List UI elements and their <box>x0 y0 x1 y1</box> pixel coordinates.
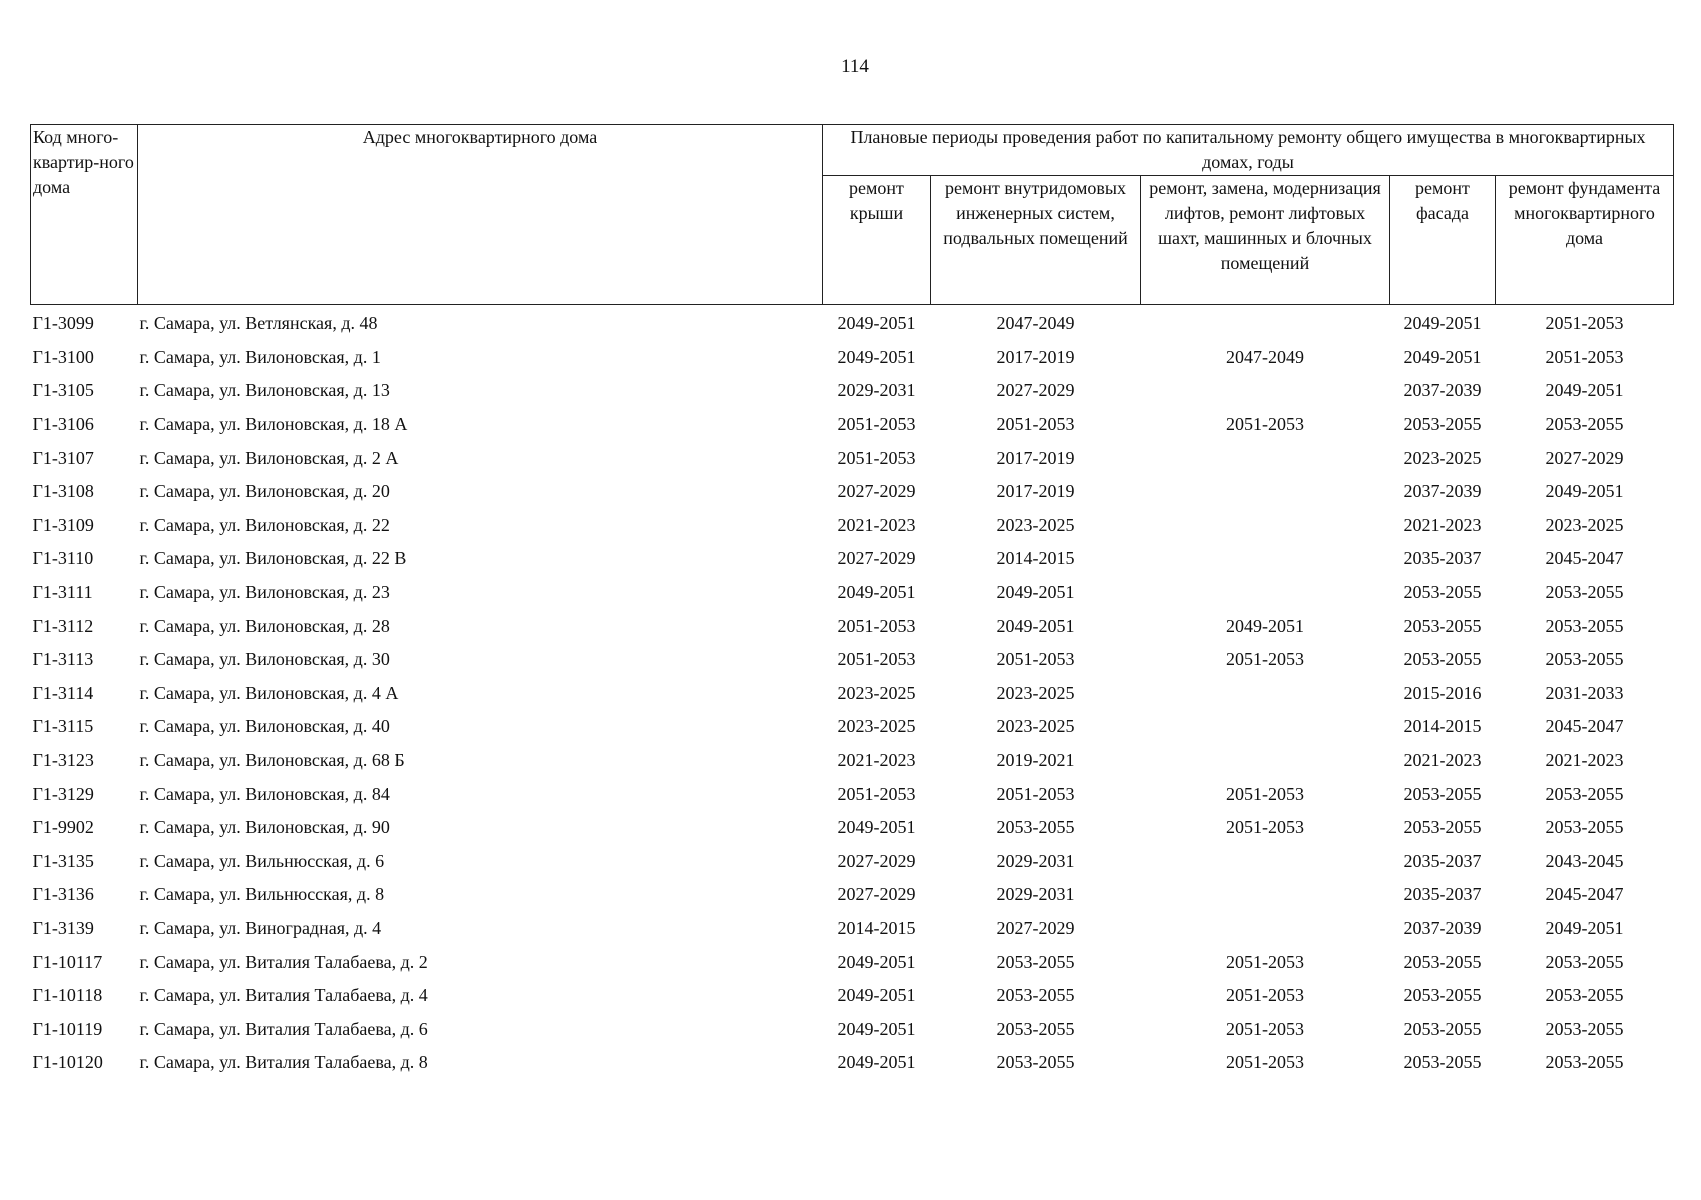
house-code: Г1-3113 <box>32 649 94 670</box>
roof-repair-period: 2049-2051 <box>837 346 916 367</box>
facade-repair-period: 2053-2055 <box>1403 615 1482 636</box>
facade-repair-period: 2053-2055 <box>1403 1018 1482 1039</box>
header-address: Адрес многоквартирного дома <box>138 125 823 305</box>
facade-repair-period: 2035-2037 <box>1403 884 1482 905</box>
engineering-repair-period: 2053-2055 <box>996 817 1075 838</box>
house-address: г. Самара, ул. Виноградная, д. 4 <box>139 917 382 938</box>
engineering-repair-period: 2049-2051 <box>996 582 1075 603</box>
roof-repair-period: 2049-2051 <box>837 985 916 1006</box>
house-address: г. Самара, ул. Вилоновская, д. 68 Б <box>139 750 405 771</box>
house-address: г. Самара, ул. Вильнюсская, д. 8 <box>139 884 385 905</box>
engineering-repair-period: 2053-2055 <box>996 1018 1075 1039</box>
foundation-repair-period: 2051-2053 <box>1545 313 1624 334</box>
table-row <box>31 576 1674 610</box>
engineering-repair-period: 2049-2051 <box>996 615 1075 636</box>
facade-repair-period: 2037-2039 <box>1403 380 1482 401</box>
roof-repair-period: 2021-2023 <box>837 750 916 771</box>
header-roof: ремонт крыши <box>823 176 931 305</box>
house-code: Г1-3099 <box>32 313 94 334</box>
engineering-repair-period: 2047-2049 <box>996 313 1075 334</box>
table-row <box>31 305 1674 341</box>
header-engineering: ремонт внутридомовых инженерных систем, подвальных помещений <box>931 176 1141 305</box>
lift-repair-period <box>1141 845 1390 879</box>
lift-repair-period <box>1141 576 1390 610</box>
table-row <box>31 1012 1674 1046</box>
roof-repair-period: 2021-2023 <box>837 514 916 535</box>
facade-repair-period: 2035-2037 <box>1403 548 1482 569</box>
lift-repair-period <box>1141 475 1390 509</box>
house-code: Г1-3111 <box>32 582 93 603</box>
roof-repair-period: 2023-2025 <box>837 716 916 737</box>
house-address: г. Самара, ул. Вилоновская, д. 40 <box>139 716 390 737</box>
table-row <box>31 441 1674 475</box>
foundation-repair-period: 2023-2025 <box>1545 514 1624 535</box>
lift-repair-period <box>1141 542 1390 576</box>
roof-repair-period: 2027-2029 <box>837 884 916 905</box>
lift-repair-period <box>1141 441 1390 475</box>
foundation-repair-period: 2053-2055 <box>1545 985 1624 1006</box>
facade-repair-period: 2053-2055 <box>1403 414 1482 435</box>
house-code: Г1-10118 <box>32 985 103 1006</box>
foundation-repair-period: 2053-2055 <box>1545 615 1624 636</box>
roof-repair-period: 2027-2029 <box>837 481 916 502</box>
roof-repair-period: 2027-2029 <box>837 850 916 871</box>
table-row <box>31 509 1674 543</box>
roof-repair-period: 2051-2053 <box>837 649 916 670</box>
foundation-repair-period: 2049-2051 <box>1545 380 1624 401</box>
roof-repair-period: 2027-2029 <box>837 548 916 569</box>
house-address: г. Самара, ул. Вилоновская, д. 90 <box>139 817 390 838</box>
foundation-repair-period: 2053-2055 <box>1545 414 1624 435</box>
house-address: г. Самара, ул. Вилоновская, д. 22 В <box>139 548 407 569</box>
house-code: Г1-3110 <box>32 548 94 569</box>
foundation-repair-period: 2053-2055 <box>1545 582 1624 603</box>
lift-repair-period: 2051-2053 <box>1226 414 1304 435</box>
house-code: Г1-3108 <box>32 481 94 502</box>
facade-repair-period: 2053-2055 <box>1403 783 1482 804</box>
lift-repair-period: 2051-2053 <box>1226 951 1304 972</box>
lift-repair-period: 2047-2049 <box>1226 346 1304 367</box>
house-address: г. Самара, ул. Вилоновская, д. 28 <box>139 615 390 636</box>
facade-repair-period: 2049-2051 <box>1403 346 1482 367</box>
foundation-repair-period: 2045-2047 <box>1545 716 1624 737</box>
house-code: Г1-3105 <box>32 380 94 401</box>
house-address: г. Самара, ул. Вилоновская, д. 22 <box>139 514 390 535</box>
facade-repair-period: 2053-2055 <box>1403 951 1482 972</box>
foundation-repair-period: 2053-2055 <box>1545 817 1624 838</box>
house-code: Г1-3136 <box>32 884 94 905</box>
facade-repair-period: 2037-2039 <box>1403 481 1482 502</box>
house-address: г. Самара, ул. Ветлянская, д. 48 <box>139 313 378 334</box>
engineering-repair-period: 2023-2025 <box>996 514 1075 535</box>
lift-repair-period: 2049-2051 <box>1226 615 1304 636</box>
lift-repair-period <box>1141 710 1390 744</box>
facade-repair-period: 2053-2055 <box>1403 985 1482 1006</box>
foundation-repair-period: 2043-2045 <box>1545 850 1624 871</box>
engineering-repair-period: 2053-2055 <box>996 1052 1075 1073</box>
house-address: г. Самара, ул. Вилоновская, д. 13 <box>139 380 390 401</box>
house-address: г. Самара, ул. Вилоновская, д. 84 <box>139 783 390 804</box>
lift-repair-period: 2051-2053 <box>1226 783 1304 804</box>
foundation-repair-period: 2027-2029 <box>1545 447 1624 468</box>
foundation-repair-period: 2045-2047 <box>1545 884 1624 905</box>
page-number: 114 <box>841 56 869 77</box>
roof-repair-period: 2051-2053 <box>837 783 916 804</box>
lift-repair-period <box>1141 305 1390 341</box>
engineering-repair-period: 2051-2053 <box>996 649 1075 670</box>
engineering-repair-period: 2023-2025 <box>996 716 1075 737</box>
table-row <box>31 811 1674 845</box>
facade-repair-period: 2035-2037 <box>1403 850 1482 871</box>
table-row <box>31 677 1674 711</box>
table-row <box>31 710 1674 744</box>
house-code: Г1-10120 <box>32 1052 103 1073</box>
header-facade: ремонт фасада <box>1390 176 1496 305</box>
header-lifts: ремонт, замена, модернизация лифтов, ремонт лифтовых шахт, машинных и блочных помещений <box>1141 176 1390 305</box>
table-row <box>31 945 1674 979</box>
engineering-repair-period: 2029-2031 <box>996 884 1075 905</box>
header-code: Код много-квартир-ного дома <box>31 125 138 305</box>
house-code: Г1-3115 <box>32 716 94 737</box>
engineering-repair-period: 2019-2021 <box>996 750 1075 771</box>
lift-repair-period <box>1141 744 1390 778</box>
facade-repair-period: 2015-2016 <box>1403 682 1482 703</box>
engineering-repair-period: 2017-2019 <box>996 346 1075 367</box>
table-row <box>31 979 1674 1013</box>
facade-repair-period: 2049-2051 <box>1403 313 1482 334</box>
table-row <box>31 609 1674 643</box>
foundation-repair-period: 2053-2055 <box>1545 783 1624 804</box>
lift-repair-period <box>1141 878 1390 912</box>
table-row <box>31 374 1674 408</box>
house-address: г. Самара, ул. Вилоновская, д. 1 <box>139 346 381 367</box>
roof-repair-period: 2029-2031 <box>837 380 916 401</box>
house-code: Г1-3129 <box>32 783 94 804</box>
engineering-repair-period: 2051-2053 <box>996 414 1075 435</box>
engineering-repair-period: 2029-2031 <box>996 850 1075 871</box>
lift-repair-period: 2051-2053 <box>1226 1018 1304 1039</box>
table-row <box>31 475 1674 509</box>
roof-repair-period: 2049-2051 <box>837 817 916 838</box>
roof-repair-period: 2049-2051 <box>837 951 916 972</box>
foundation-repair-period: 2049-2051 <box>1545 917 1624 938</box>
engineering-repair-period: 2017-2019 <box>996 481 1075 502</box>
house-address: г. Самара, ул. Вилоновская, д. 30 <box>139 649 390 670</box>
facade-repair-period: 2053-2055 <box>1403 649 1482 670</box>
engineering-repair-period: 2017-2019 <box>996 447 1075 468</box>
table-row <box>31 744 1674 778</box>
table-row <box>31 408 1674 442</box>
lift-repair-period <box>1141 509 1390 543</box>
facade-repair-period: 2021-2023 <box>1403 750 1482 771</box>
roof-repair-period: 2051-2053 <box>837 414 916 435</box>
house-address: г. Самара, ул. Вильнюсская, д. 6 <box>139 850 385 871</box>
house-code: Г1-3114 <box>32 682 94 703</box>
header-foundation: ремонт фундамента многоквартирного дома <box>1496 176 1674 305</box>
house-address: г. Самара, ул. Вилоновская, д. 4 А <box>139 682 399 703</box>
house-address: г. Самара, ул. Вилоновская, д. 23 <box>139 582 390 603</box>
house-code: Г1-3112 <box>32 615 94 636</box>
table-row <box>31 912 1674 946</box>
table-row <box>31 1046 1674 1080</box>
lift-repair-period <box>1141 677 1390 711</box>
facade-repair-period: 2023-2025 <box>1403 447 1482 468</box>
house-code: Г1-10117 <box>32 951 103 972</box>
engineering-repair-period: 2027-2029 <box>996 917 1075 938</box>
foundation-repair-period: 2031-2033 <box>1545 682 1624 703</box>
foundation-repair-period: 2045-2047 <box>1545 548 1624 569</box>
lift-repair-period: 2051-2053 <box>1226 649 1304 670</box>
house-code: Г1-3109 <box>32 514 94 535</box>
lift-repair-period: 2051-2053 <box>1226 1052 1304 1073</box>
facade-repair-period: 2037-2039 <box>1403 917 1482 938</box>
engineering-repair-period: 2053-2055 <box>996 951 1075 972</box>
house-code: Г1-9902 <box>32 817 94 838</box>
roof-repair-period: 2049-2051 <box>837 1052 916 1073</box>
facade-repair-period: 2021-2023 <box>1403 514 1482 535</box>
foundation-repair-period: 2049-2051 <box>1545 481 1624 502</box>
engineering-repair-period: 2053-2055 <box>996 985 1075 1006</box>
roof-repair-period: 2049-2051 <box>837 313 916 334</box>
house-address: г. Самара, ул. Вилоновская, д. 2 А <box>139 447 399 468</box>
house-code: Г1-10119 <box>32 1018 103 1039</box>
engineering-repair-period: 2014-2015 <box>996 548 1075 569</box>
table-row <box>31 643 1674 677</box>
foundation-repair-period: 2053-2055 <box>1545 1018 1624 1039</box>
facade-repair-period: 2014-2015 <box>1403 716 1482 737</box>
table-row <box>31 777 1674 811</box>
roof-repair-period: 2014-2015 <box>837 917 916 938</box>
house-address: г. Самара, ул. Вилоновская, д. 18 А <box>139 414 408 435</box>
lift-repair-period: 2051-2053 <box>1226 817 1304 838</box>
facade-repair-period: 2053-2055 <box>1403 817 1482 838</box>
house-address: г. Самара, ул. Виталия Талабаева, д. 2 <box>139 951 428 972</box>
table-body <box>31 305 1674 1080</box>
table-header <box>31 125 1674 305</box>
facade-repair-period: 2053-2055 <box>1403 1052 1482 1073</box>
header-planned-periods: Плановые периоды проведения работ по капитальному ремонту общего имущества в многоквартирных домах, годы <box>823 125 1674 176</box>
engineering-repair-period: 2051-2053 <box>996 783 1075 804</box>
house-address: г. Самара, ул. Виталия Талабаева, д. 6 <box>139 1018 428 1039</box>
table-row <box>31 341 1674 375</box>
house-address: г. Самара, ул. Виталия Талабаева, д. 8 <box>139 1052 428 1073</box>
foundation-repair-period: 2053-2055 <box>1545 951 1624 972</box>
foundation-repair-period: 2021-2023 <box>1545 750 1624 771</box>
roof-repair-period: 2023-2025 <box>837 682 916 703</box>
house-code: Г1-3135 <box>32 850 94 871</box>
lift-repair-period <box>1141 912 1390 946</box>
capital-repair-schedule-table <box>30 124 1674 1080</box>
lift-repair-period: 2051-2053 <box>1226 985 1304 1006</box>
table-row <box>31 878 1674 912</box>
facade-repair-period: 2053-2055 <box>1403 582 1482 603</box>
roof-repair-period: 2049-2051 <box>837 582 916 603</box>
table-row <box>31 845 1674 879</box>
foundation-repair-period: 2053-2055 <box>1545 649 1624 670</box>
engineering-repair-period: 2027-2029 <box>996 380 1075 401</box>
house-code: Г1-3100 <box>32 346 94 367</box>
lift-repair-period <box>1141 374 1390 408</box>
house-code: Г1-3139 <box>32 917 94 938</box>
roof-repair-period: 2051-2053 <box>837 615 916 636</box>
house-address: г. Самара, ул. Виталия Талабаева, д. 4 <box>139 985 428 1006</box>
roof-repair-period: 2051-2053 <box>837 447 916 468</box>
house-code: Г1-3123 <box>32 750 94 771</box>
house-code: Г1-3106 <box>32 414 94 435</box>
roof-repair-period: 2049-2051 <box>837 1018 916 1039</box>
engineering-repair-period: 2023-2025 <box>996 682 1075 703</box>
foundation-repair-period: 2051-2053 <box>1545 346 1624 367</box>
foundation-repair-period: 2053-2055 <box>1545 1052 1624 1073</box>
house-code: Г1-3107 <box>32 447 94 468</box>
house-address: г. Самара, ул. Вилоновская, д. 20 <box>139 481 390 502</box>
table-row <box>31 542 1674 576</box>
